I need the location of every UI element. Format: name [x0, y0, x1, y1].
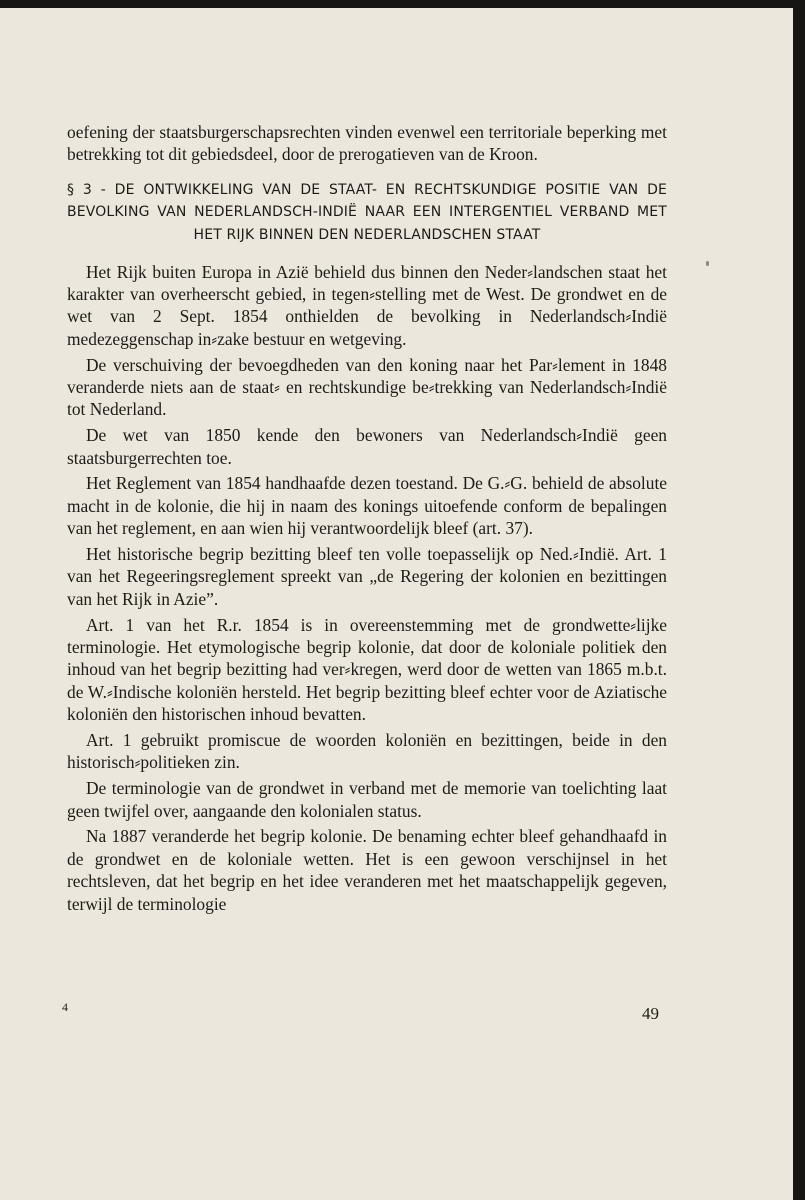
body-paragraph: Na 1887 veranderde het begrip kolonie. De benaming echter bleef gehandhaafd in de grondwet en de koloniale wetten. Het is een gewoon verschijnsel in het rechtsleven, dat het begrip en het idee veranderen met het maatschappelijk gegeven, terwijl de terminologie — [67, 826, 667, 914]
body-paragraph: Het historische begrip bezitting bleef ten volle toepasselijk op Ned.⸗Indië. Art. 1 van het Regeeringsreglement spreekt van „de Regering der kolonien en bezittingen van het Rijk in Azie”. — [67, 544, 667, 609]
scanned-page — [0, 8, 793, 1200]
page-number: 49 — [642, 1004, 659, 1023]
signature-mark: 4 — [62, 1000, 68, 1014]
body-text — [67, 121, 667, 915]
body-paragraph: Art. 1 van het R.r. 1854 is in overeenstemming met de grondwette⸗lijke terminologie. Het etymologische begrip kolonie, dat door de koloniale politiek den inhoud van het begrip bezitting had ver⸗kregen, werd door de wetten van 1865 m.b.t. de W.⸗Indische koloniën hersteld. Het begrip bezitting bleef echter voor de Aziatische koloniën den historischen inhoud bevatten. — [67, 614, 667, 725]
body-paragraph: De terminologie van de grondwet in verband met de memorie van toelichting laat geen twijfel over, aangaande den kolonialen status. — [67, 778, 667, 821]
body-paragraph: Art. 1 gebruikt promiscue de woorden koloniën en bezittingen, beide in den historisch⸗politieken zin. — [67, 730, 667, 773]
opening-paragraph: oefening der staatsburgerschapsrechten vinden evenwel een territoriale beperking met betrekking tot dit gebiedsdeel, door de prerogatieven van de Kroon. — [67, 122, 667, 165]
body-paragraph: Het Reglement van 1854 handhaafde dezen toestand. De G.⸗G. behield de absolute macht in de kolonie, die hij in naam des konings uitoefende conform de bepalingen van het reglement, en aan wien hij verantwoordelijk bleef (art. 37). — [67, 473, 667, 539]
section-heading: § 3 - DE ONTWIKKELING VAN DE STAAT- EN RECHTSKUNDIGE POSITIE VAN DE BEVOLKING VAN NEDERLANDSCH-INDIË NAAR EEN INTERGENTIEL VERBAND MET HET RIJK BINNEN DEN NEDERLANDSCHEN STAAT — [67, 181, 667, 243]
dust-speck — [706, 261, 709, 266]
body-paragraph: Het Rijk buiten Europa in Azië behield dus binnen den Neder⸗landschen staat het karakter van overheerscht gebied, in tegen⸗stelling met de West. De grondwet en de wet van 2 Sept. 1854 onthielden de bevolking in Nederlandsch⸗Indië medezeggenschap in⸗zake bestuur en wetgeving. — [67, 261, 667, 349]
body-paragraph: De wet van 1850 kende den bewoners van Nederlandsch⸗Indië geen staatsburgerrechten toe. — [67, 425, 667, 468]
body-paragraph: De verschuiving der bevoegdheden van den koning naar het Par⸗lement in 1848 veranderde niets aan de staat⸗ en rechtskundige be⸗trekking van Nederlandsch⸗Indië tot Nederland. — [67, 354, 667, 420]
